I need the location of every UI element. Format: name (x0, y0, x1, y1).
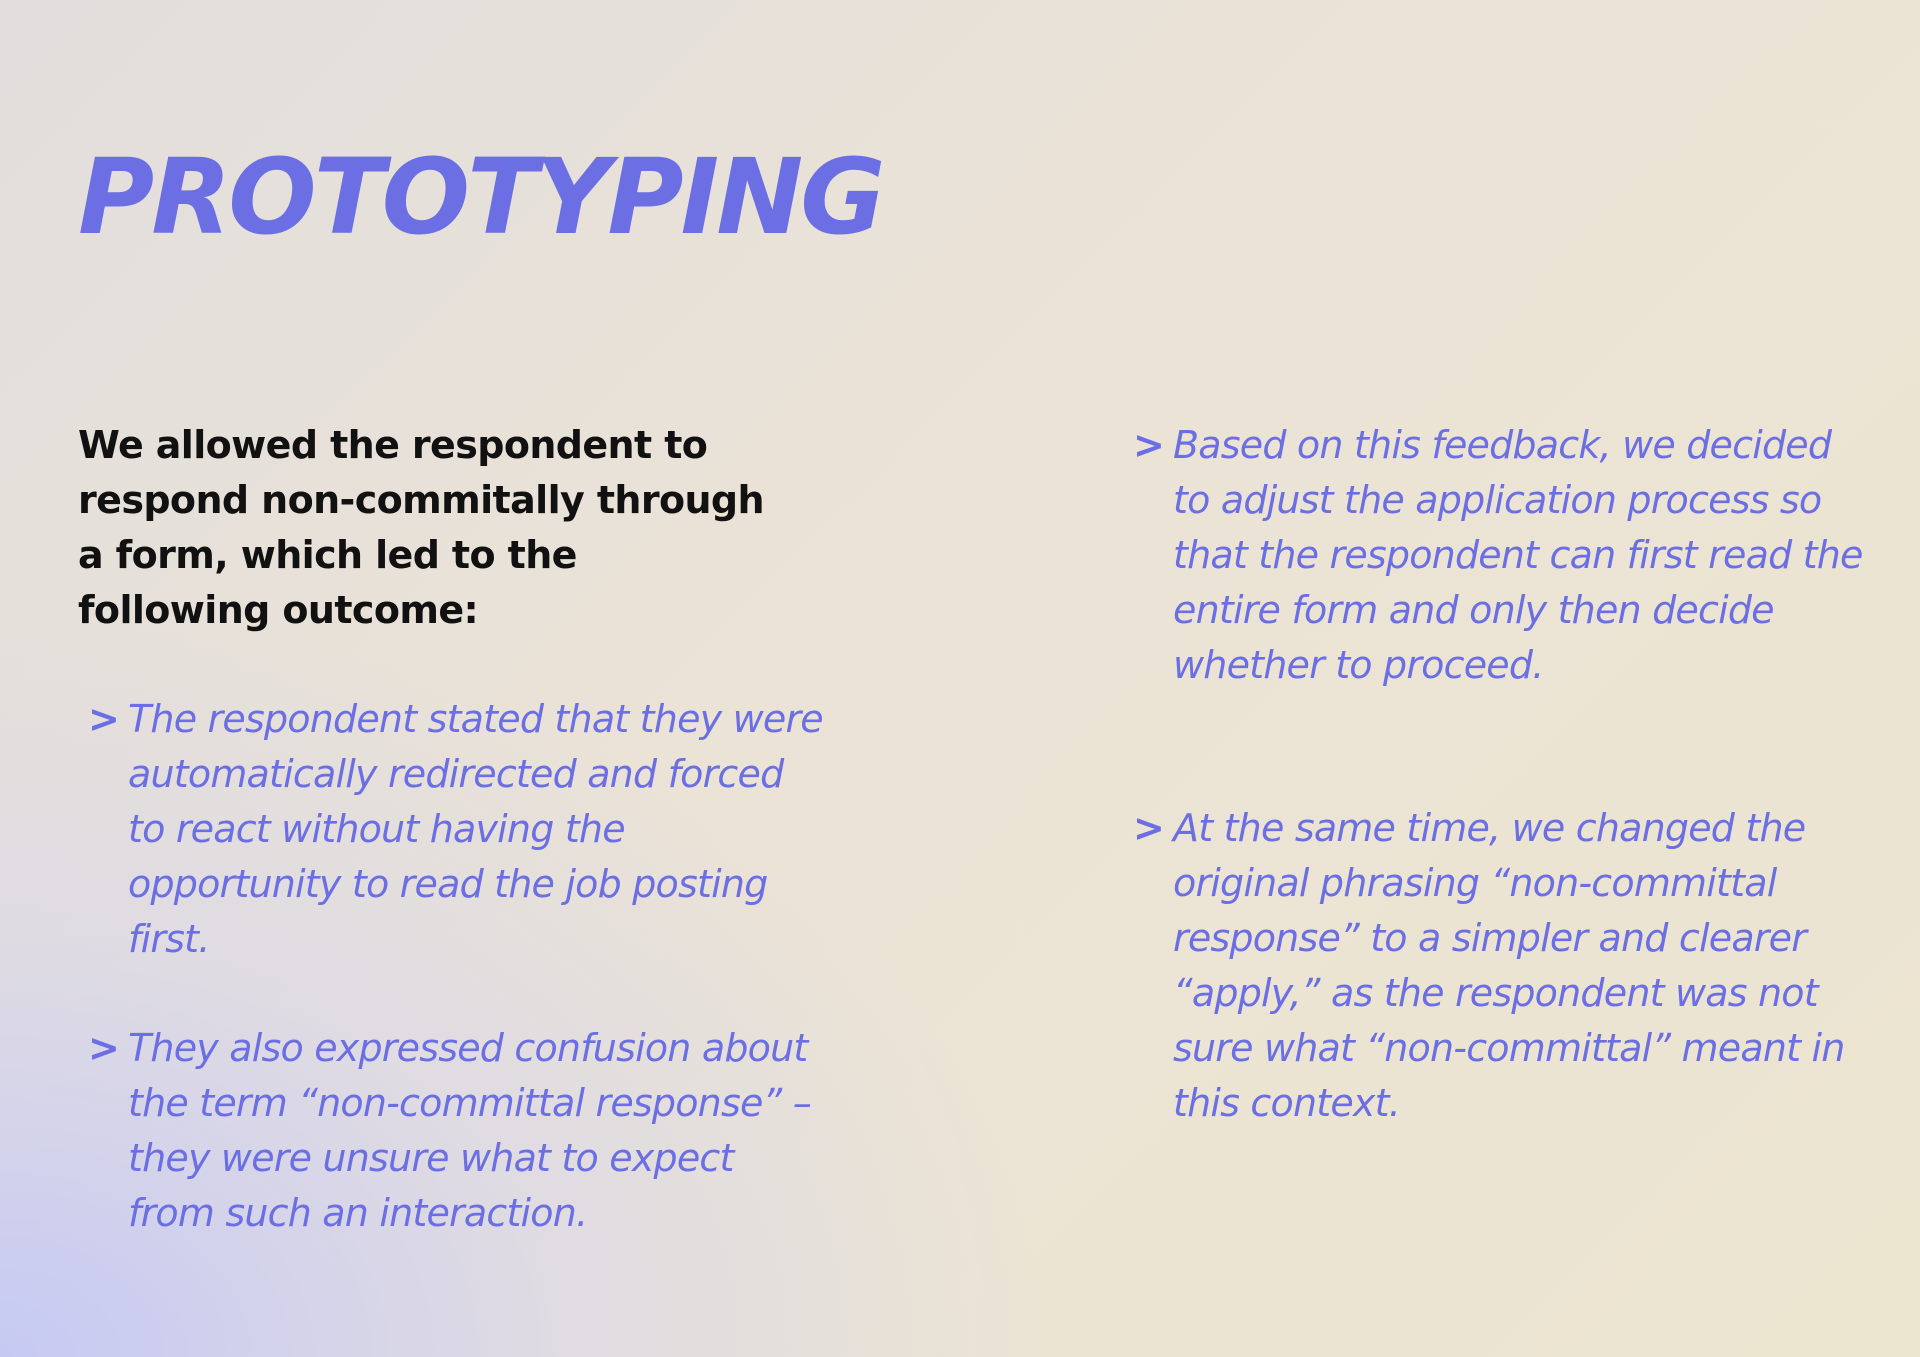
bullet-text: They also expressed confusion about the term “non-committal response” – they were unsure what to expect from such an interaction. (128, 1026, 811, 1235)
bullet-marker: > (1133, 806, 1165, 850)
intro-paragraph: We allowed the respondent to respond non-commitally through a form, which led to the following outcome: (78, 423, 764, 632)
finding-redirect (88, 692, 828, 967)
bullet-text: At the same time, we changed the original phrasing “non-committal response” to a simpler and clearer “apply,” as the respondent was not sure what “non-committal” meant in this context. (1173, 806, 1845, 1125)
change-phrasing (1133, 801, 1873, 1131)
change-application-process (1133, 418, 1873, 693)
finding-confusion (88, 1021, 828, 1241)
bullet-text: The respondent stated that they were automatically redirected and forced to react without having the opportunity to read the job posting first. (128, 697, 823, 961)
bullet-text: Based on this feedback, we decided to adjust the application process so that the respondent can first read the entire form and only then decide whether to proceed. (1173, 423, 1863, 687)
bullet-marker: > (88, 697, 120, 741)
bullet-marker: > (88, 1026, 120, 1070)
bullet-marker: > (1133, 423, 1165, 467)
page-title: PROTOTYPING (78, 136, 883, 258)
